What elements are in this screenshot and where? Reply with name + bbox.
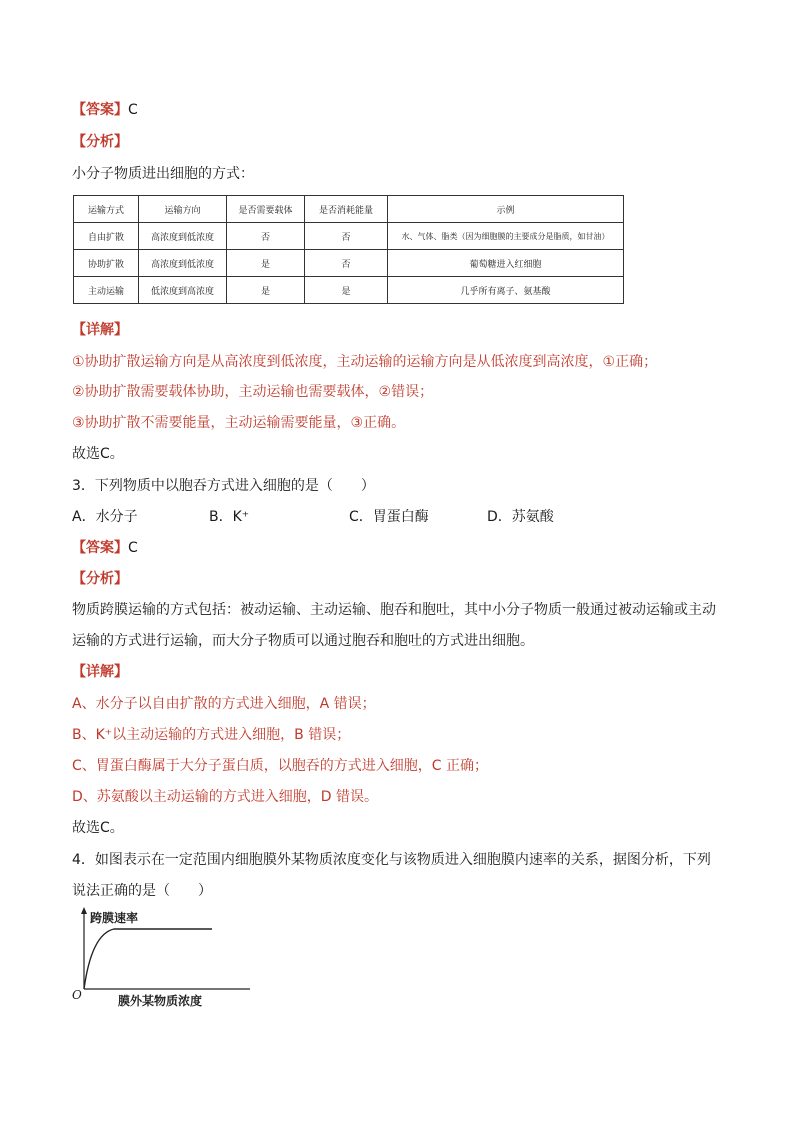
origin-label: O — [72, 988, 82, 1002]
answer-line — [72, 538, 138, 558]
table-cell: 葡萄糖进入红细胞 — [388, 250, 624, 277]
answer-line — [72, 100, 138, 120]
detail-line: C、胃蛋白酶属于大分子蛋白质，以胞吞的方式进入细胞，C 正确； — [72, 758, 488, 774]
table-row — [74, 223, 624, 250]
option-c: C．胃蛋白酶 — [349, 509, 429, 525]
y-axis-label: 跨膜速率 — [90, 911, 139, 925]
table-cell: 否 — [305, 250, 388, 277]
answer-tag: 【答案】 — [72, 102, 128, 118]
table-header-row — [74, 196, 624, 223]
x-axis-label: 膜外某物质浓度 — [118, 994, 203, 1008]
detail-heading — [72, 320, 128, 340]
detail-line: A、水分子以自由扩散的方式进入细胞，A 错误； — [72, 696, 376, 712]
y-axis-arrow-icon — [81, 907, 87, 914]
analysis-heading — [72, 569, 128, 589]
table-cell: 主动运输 — [74, 277, 139, 304]
analysis-tag: 【分析】 — [72, 134, 128, 150]
answer-value: C — [128, 102, 138, 118]
detail-line: ②协助扩散需要载体协助，主动运输也需要载体，②错误； — [72, 384, 434, 400]
analysis-tag: 【分析】 — [72, 571, 128, 587]
analysis-text: 小分子物质进出细胞的方式： — [72, 166, 254, 182]
conclusion-line: 故选C。 — [72, 446, 124, 462]
table-header: 是否消耗能量 — [305, 196, 388, 223]
table-cell: 几乎所有离子、氨基酸 — [388, 277, 624, 304]
option-a: A．水分子 — [72, 509, 138, 525]
table-cell: 是 — [227, 250, 305, 277]
table-cell: 否 — [227, 223, 305, 250]
table-cell: 低浓度到高浓度 — [139, 277, 227, 304]
table-header: 运输方向 — [139, 196, 227, 223]
table-cell: 是 — [227, 277, 305, 304]
table-cell: 水、气体、脂类（因为细胞膜的主要成分是脂质，如甘油） — [388, 223, 624, 250]
option-d: D．苏氨酸 — [487, 509, 554, 525]
table-cell: 否 — [305, 223, 388, 250]
analysis-heading — [72, 132, 128, 152]
table-header: 运输方式 — [74, 196, 139, 223]
question-stem: 4．如图表示在一定范围内细胞膜外某物质浓度变化与该物质进入细胞膜内速率的关系，据图分析，下列 — [72, 852, 711, 868]
analysis-text: 运输的方式进行运输，而大分子物质可以通过胞吞和胞吐的方式进出细胞。 — [72, 633, 534, 649]
table-row — [74, 277, 624, 304]
table-header: 是否需要载体 — [227, 196, 305, 223]
conclusion-line: 故选C。 — [72, 820, 124, 836]
detail-line: D、苏氨酸以主动运输的方式进入细胞，D 错误。 — [72, 789, 379, 805]
detail-tag: 【详解】 — [72, 664, 128, 680]
option-b: B．K⁺ — [209, 509, 250, 525]
detail-line: ①协助扩散运输方向是从高浓度到低浓度，主动运输的运输方向是从低浓度到高浓度，①正确； — [72, 354, 658, 370]
transport-table — [73, 195, 624, 304]
table-cell: 是 — [305, 277, 388, 304]
table-header: 示例 — [388, 196, 624, 223]
analysis-text: 物质跨膜运输的方式包括：被动运输、主动运输、胞吞和胞吐，其中小分子物质一般通过被动运输或主动 — [72, 602, 716, 618]
options-row — [72, 507, 554, 527]
question-stem: 说法正确的是（ ） — [72, 883, 212, 899]
table-cell: 高浓度到低浓度 — [139, 223, 227, 250]
rate-graph — [70, 905, 260, 1010]
answer-tag: 【答案】 — [72, 540, 128, 556]
detail-line: B、K⁺以主动运输的方式进入细胞，B 错误； — [72, 727, 351, 743]
detail-heading — [72, 662, 128, 682]
table-cell: 高浓度到低浓度 — [139, 250, 227, 277]
table-cell: 协助扩散 — [74, 250, 139, 277]
answer-value: C — [128, 540, 138, 556]
detail-tag: 【详解】 — [72, 322, 128, 338]
table-row — [74, 250, 624, 277]
question-stem: 3．下列物质中以胞吞方式进入细胞的是（ ） — [72, 478, 375, 494]
rate-curve — [84, 929, 212, 989]
detail-line: ③协助扩散不需要能量，主动运输需要能量，③正确。 — [72, 415, 406, 431]
table-cell: 自由扩散 — [74, 223, 139, 250]
